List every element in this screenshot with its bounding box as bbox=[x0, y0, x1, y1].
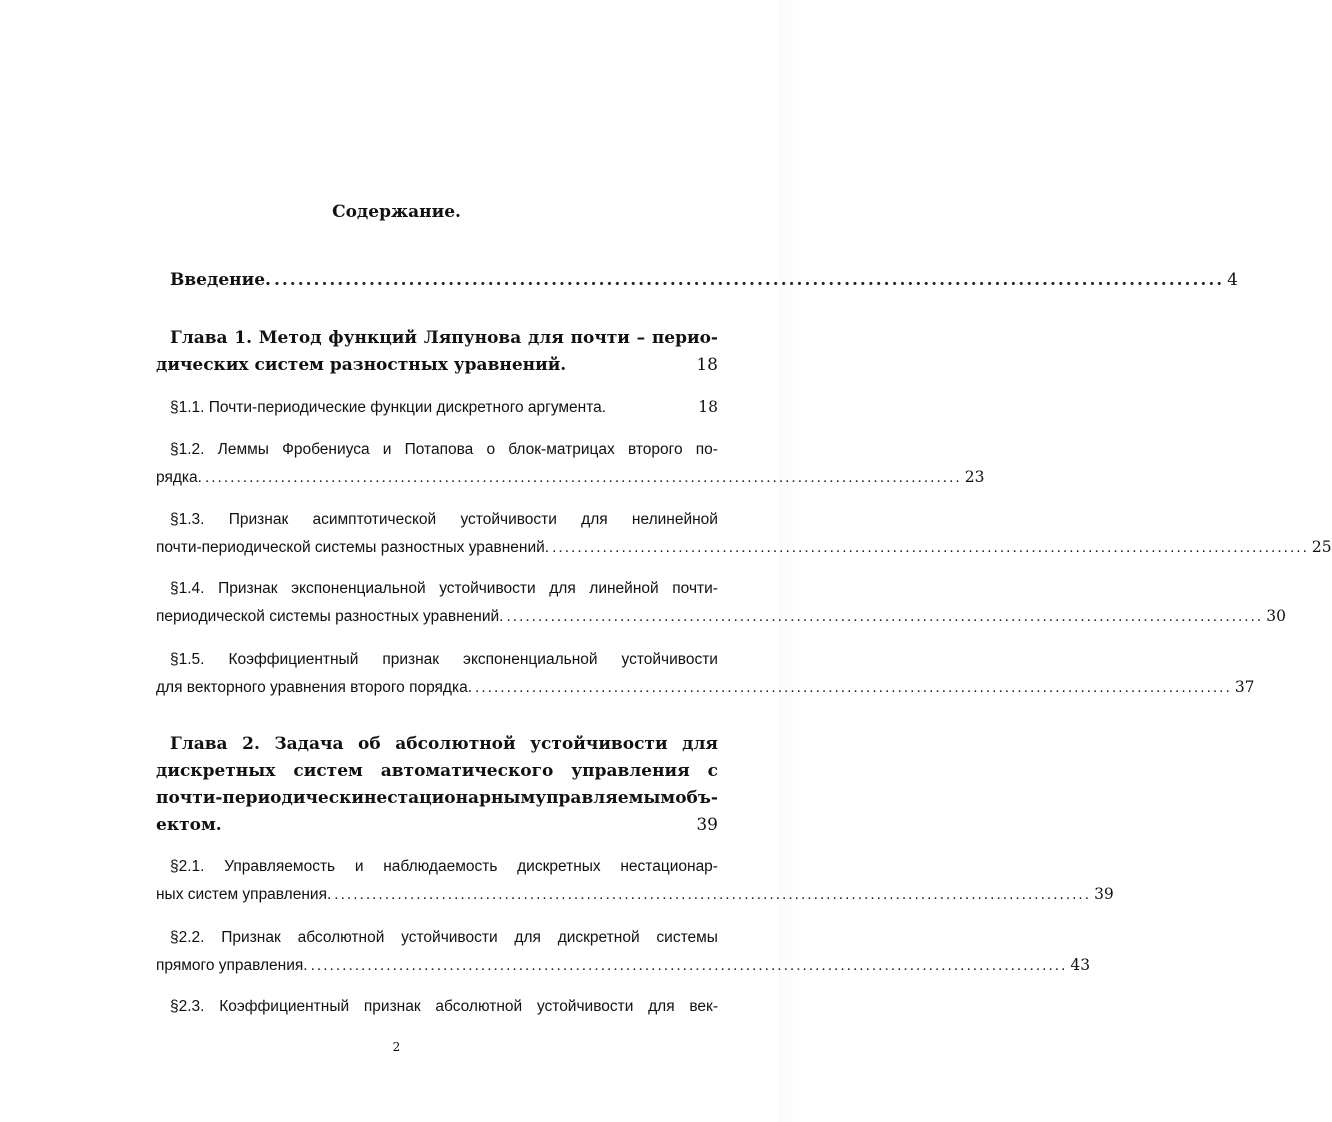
word: о bbox=[486, 441, 496, 458]
word: Признак bbox=[228, 511, 289, 528]
page-number: 2 bbox=[392, 1040, 401, 1054]
word: нестационар- bbox=[620, 858, 718, 875]
toc-entry-1-5-line2[interactable] bbox=[156, 678, 1255, 697]
toc-entry-introduction[interactable] bbox=[170, 270, 1238, 290]
word: второго bbox=[627, 441, 683, 458]
leader-dots: ........................................................................................................................ bbox=[273, 270, 1225, 290]
word: Коэффициентный bbox=[228, 651, 359, 668]
word: по- bbox=[695, 441, 718, 458]
word: объ- bbox=[675, 788, 718, 808]
word: – bbox=[636, 328, 646, 348]
toc-entry-1-4-line1[interactable] bbox=[170, 580, 718, 598]
word: §1.3. bbox=[170, 511, 205, 528]
section-title-end: почти-периодической системы разностных уравнений. bbox=[156, 539, 550, 556]
toc-entry-2-3-line1[interactable] bbox=[170, 998, 718, 1016]
word: абсолютной bbox=[435, 998, 523, 1015]
word: блок-матрицах bbox=[508, 441, 615, 458]
section-page: 37 bbox=[1234, 678, 1255, 696]
toc-entry-2-1-line2[interactable] bbox=[156, 885, 1114, 904]
word: устойчивости bbox=[621, 651, 718, 668]
section-title-end: прямого управления. bbox=[156, 957, 308, 974]
word: автоматического bbox=[380, 761, 554, 781]
section-title-end: рядка. bbox=[156, 469, 202, 486]
word: для bbox=[682, 734, 718, 754]
word: дискретных bbox=[156, 761, 276, 781]
toc-entry-2-1-line1[interactable] bbox=[170, 858, 718, 876]
word: устойчивости bbox=[536, 998, 634, 1015]
word: §1.5. bbox=[170, 651, 205, 668]
section-title: §1.1. Почти-периодические функции дискретного аргумента. bbox=[170, 399, 607, 416]
chapter1-line2[interactable] bbox=[156, 355, 718, 375]
leader-dots: ........................................................................................................................ bbox=[310, 957, 1068, 974]
leader-dots: ........................................................................................................................ bbox=[552, 539, 1309, 556]
section-page: 18 bbox=[698, 398, 718, 416]
chapter2-page: 39 bbox=[696, 815, 718, 835]
word: управляемым bbox=[535, 788, 676, 808]
word: 2. bbox=[242, 734, 260, 754]
toc-entry-1-5-line1[interactable] bbox=[170, 651, 718, 669]
word: для bbox=[648, 998, 675, 1015]
word: функций bbox=[328, 328, 417, 348]
chapter1-title-end: дических систем разностных уравнений. bbox=[156, 355, 567, 375]
section-title-end: периодической системы разностных уравнений. bbox=[156, 608, 504, 625]
word: век- bbox=[689, 998, 718, 1015]
word: Потапова bbox=[404, 441, 474, 458]
word: перио- bbox=[651, 328, 718, 348]
chapter2-line2[interactable] bbox=[156, 761, 718, 781]
section-title-end: ных систем управления. bbox=[156, 886, 332, 903]
intro-page: 4 bbox=[1227, 270, 1238, 290]
word: Леммы bbox=[217, 441, 269, 458]
word: управления bbox=[571, 761, 690, 781]
word: почти bbox=[570, 328, 630, 348]
word: Глава bbox=[170, 734, 228, 754]
word: §1.2. bbox=[170, 441, 205, 458]
word: дискретных bbox=[517, 858, 601, 875]
word: экспоненциальной bbox=[463, 651, 598, 668]
word: нелинейной bbox=[631, 511, 718, 528]
intro-label: Введение. bbox=[170, 270, 271, 290]
word: для bbox=[527, 328, 564, 348]
word: §2.1. bbox=[170, 858, 205, 875]
leader-dots: ........................................................................................................................ bbox=[334, 886, 1092, 903]
word: Управляемость bbox=[224, 858, 336, 875]
word: Признак bbox=[221, 929, 281, 946]
word: Признак bbox=[218, 580, 278, 597]
word: Фробениуса bbox=[282, 441, 370, 458]
word: §1.4. bbox=[170, 580, 205, 597]
word: 1. bbox=[234, 328, 253, 348]
word: Глава bbox=[170, 328, 228, 348]
scan-edge bbox=[778, 0, 793, 1122]
section-page: 39 bbox=[1094, 885, 1114, 903]
word: абсолютной bbox=[395, 734, 516, 754]
word: асимптотической bbox=[312, 511, 437, 528]
chapter2-title-end: ектом. bbox=[156, 815, 222, 835]
word: §2.2. bbox=[170, 929, 205, 946]
word: для bbox=[549, 580, 576, 597]
chapter1-line1[interactable] bbox=[170, 328, 718, 348]
word: Ляпунова bbox=[423, 328, 522, 348]
word: нестационарным bbox=[363, 788, 536, 808]
word: признак bbox=[363, 998, 421, 1015]
chapter1-page: 18 bbox=[696, 355, 718, 375]
word: для bbox=[514, 929, 541, 946]
word: §2.3. bbox=[170, 998, 205, 1015]
word: почти- bbox=[672, 580, 718, 597]
leader-dots: ........................................................................................................................ bbox=[506, 608, 1264, 625]
word: линейной bbox=[589, 580, 659, 597]
word: устойчивости bbox=[530, 734, 668, 754]
leader-dots: ........................................................................................................................ bbox=[475, 679, 1232, 696]
word: абсолютной bbox=[297, 929, 385, 946]
toc-entry-1-3-line1[interactable] bbox=[170, 511, 718, 529]
word: дискретной bbox=[557, 929, 640, 946]
word: об bbox=[358, 734, 381, 754]
word: признак bbox=[382, 651, 440, 668]
section-page: 23 bbox=[964, 468, 985, 486]
toc-entry-1-1[interactable] bbox=[170, 398, 718, 417]
word: почти-периодически bbox=[156, 788, 364, 808]
word: Задача bbox=[274, 734, 344, 754]
chapter2-line1[interactable] bbox=[170, 734, 718, 754]
word: устойчивости bbox=[460, 511, 557, 528]
word: экспоненциальной bbox=[291, 580, 426, 597]
word: устойчивости bbox=[439, 580, 536, 597]
section-title-end: для векторного уравнения второго порядка. bbox=[156, 679, 473, 696]
word: устойчивости bbox=[401, 929, 498, 946]
toc-entry-1-2-line1[interactable] bbox=[170, 441, 718, 459]
toc-title: Содержание. bbox=[332, 202, 461, 222]
word: Коэффициентный bbox=[219, 998, 350, 1015]
word: систем bbox=[293, 761, 363, 781]
toc-entry-1-4-line2[interactable] bbox=[156, 607, 1286, 626]
toc-entry-1-3-line2[interactable] bbox=[156, 538, 1332, 557]
leader-dots: ........................................................................................................................ bbox=[204, 469, 962, 486]
word: Метод bbox=[258, 328, 322, 348]
section-page: 25 bbox=[1311, 538, 1332, 556]
word: с bbox=[707, 761, 718, 781]
chapter2-line3[interactable] bbox=[156, 788, 718, 808]
section-page: 43 bbox=[1070, 956, 1091, 974]
section-page: 30 bbox=[1266, 607, 1286, 625]
word: системы bbox=[656, 929, 718, 946]
chapter2-line4[interactable] bbox=[156, 815, 718, 835]
toc-entry-2-2-line1[interactable] bbox=[170, 929, 718, 947]
word: для bbox=[581, 511, 608, 528]
word: и bbox=[354, 858, 364, 875]
word: наблюдаемость bbox=[383, 858, 498, 875]
toc-entry-1-2-line2[interactable] bbox=[156, 468, 985, 487]
word: и bbox=[382, 441, 392, 458]
toc-entry-2-2-line2[interactable] bbox=[156, 956, 1091, 975]
